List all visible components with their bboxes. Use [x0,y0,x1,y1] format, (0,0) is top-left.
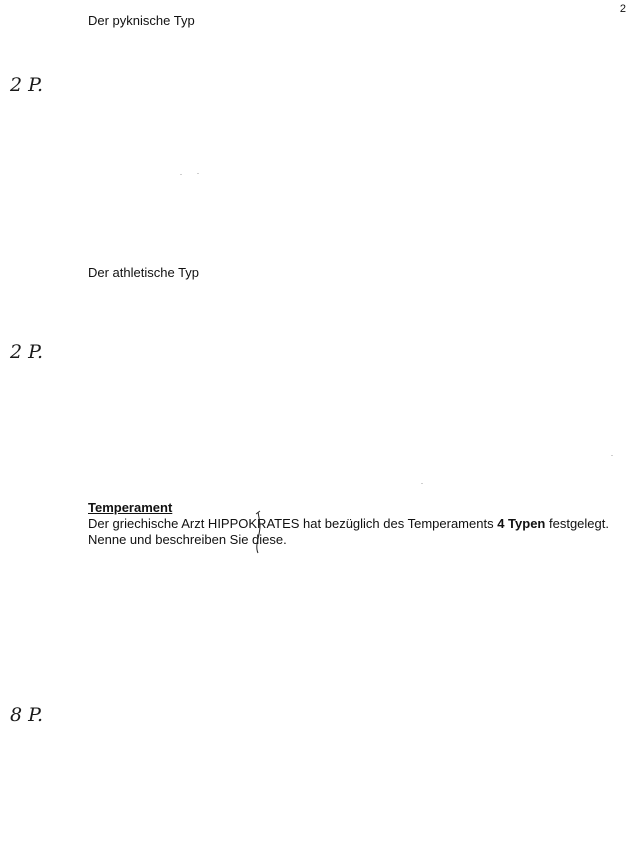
page-number: 2 [619,3,626,15]
question-text-end: festgelegt. [545,516,609,531]
question-text-start: Der griechische Arzt HIPPOKRATES hat bezüglich des Temperaments [88,516,498,531]
points-athletic: 2 P. [10,341,44,363]
scan-speck [611,455,613,456]
scan-speck [197,173,199,174]
scan-speck [421,483,423,484]
question-text-bold: 4 Typen [497,516,546,531]
points-pyknic: 2 P. [10,74,44,96]
scan-speck [180,174,182,175]
pen-stroke-mark [254,510,264,554]
item-heading-pyknic: Der pyknische Typ [88,13,195,28]
temperament-question-line-1 [88,516,609,531]
section-title-temperament: Temperament [88,500,173,515]
temperament-question-line-2: Nenne und beschreiben Sie diese. [88,532,287,547]
item-heading-athletic: Der athletische Typ [88,265,200,280]
points-temperament: 8 P. [10,704,44,726]
